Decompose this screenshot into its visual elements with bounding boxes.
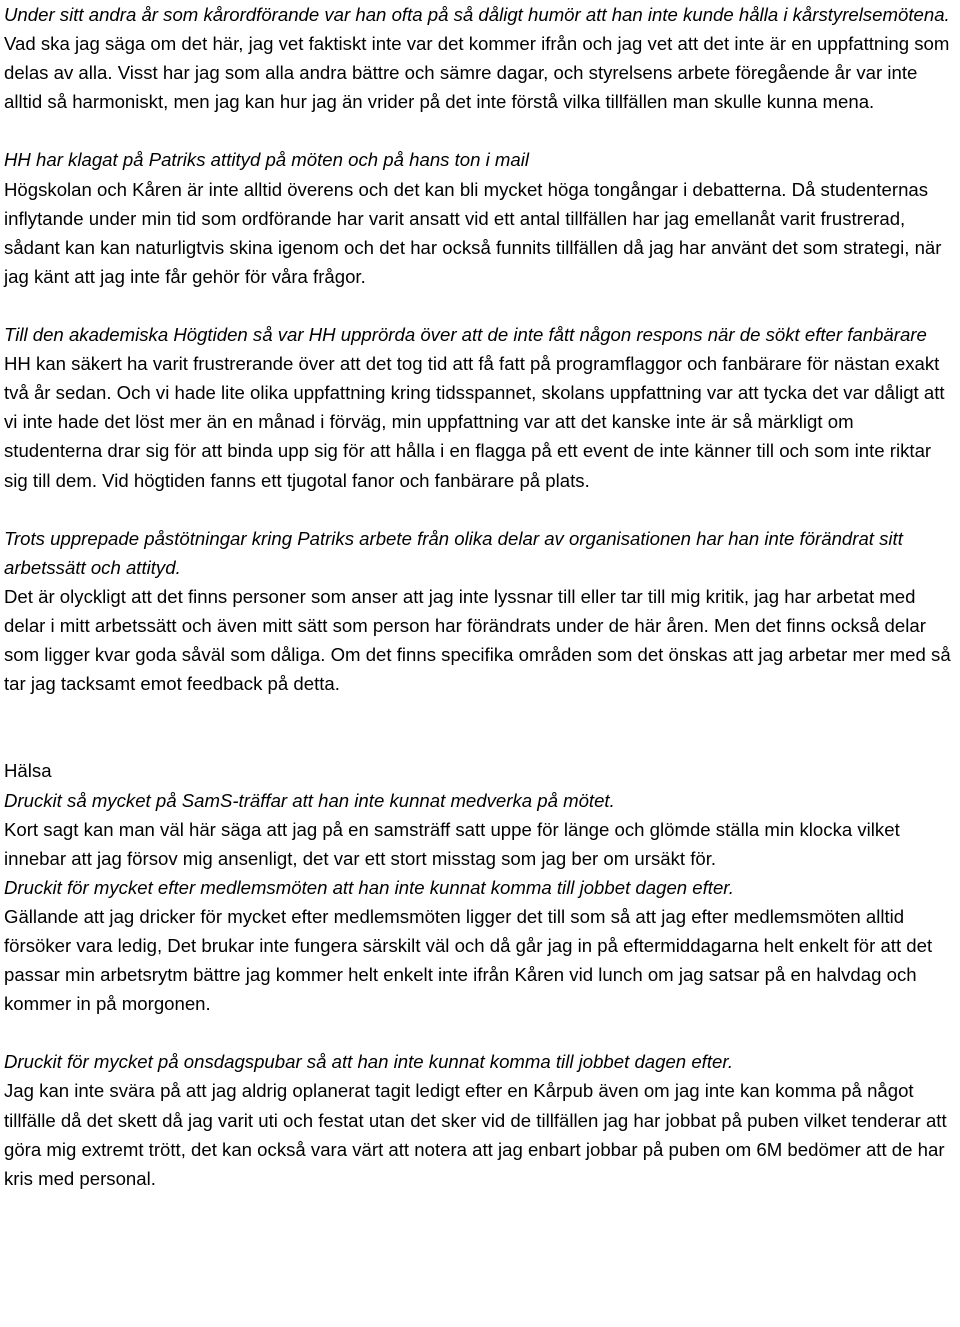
section-pubs — [4, 1047, 956, 1192]
response-text: Det är olyckligt att det finns personer som anser att jag inte lyssnar till eller tar till mig kritik, jag har arbetat med delar i mitt arbetssätt och även mitt sätt som person har förändrats under de här åren. Men det finns också delar som ligger kvar goda såväl som dåliga. Om det finns specifika områden som det önskas att jag arbetar mer med så tar jag tacksamt emot feedback på detta. — [4, 585, 951, 695]
claim-text: Druckit för mycket efter medlemsmöten att han inte kunnat komma till jobbet dagen efter. — [4, 876, 734, 898]
response-text: Gällande att jag dricker för mycket efter medlemsmöten ligger det till som så att jag efter medlemsmöten alltid försöker vara ledig, Det brukar inte fungera särskilt väl och då går jag in på eftermiddagarna helt enkelt för att det passar min arbetsrytm bättre jag kommer helt enkelt inte ifrån Kåren vid lunch om jag satsar på en halvdag och kommer in på morgonen. — [4, 905, 933, 1015]
response-text: Jag kan inte svära på att jag aldrig oplanerat tagit ledigt efter en Kårpub även om jag inte kan komma på något tillfälle då det skett då jag varit uti och festat utan det sker vid de tillfällen jag har jobbat på puben vilket tenderar att göra mig extremt trött, det kan också vara värt att notera att jag enbart jobbar på puben om 6M bedömer att de har kris med personal. — [4, 1080, 947, 1189]
section-attitude — [4, 145, 956, 290]
paragraph-gap — [4, 1018, 956, 1047]
paragraph-gap — [4, 116, 956, 145]
section-bad-mood — [4, 0, 956, 116]
document-page — [4, 0, 956, 1193]
claim-text: HH har klagat på Patriks attityd på möten och på hans ton i mail — [4, 149, 530, 171]
paragraph-gap — [4, 495, 956, 524]
claim-text: Till den akademiska Högtiden så var HH upprörda över att de inte fått någon respons när de sökt efter fanbärare — [4, 324, 927, 346]
paragraph-gap — [4, 291, 956, 320]
claim-text: Druckit så mycket på SamS-träffar att han inte kunnat medverka på mötet. — [4, 789, 615, 811]
claim-text: Trots upprepade påstötningar kring Patriks arbete från olika delar av organisationen har han inte förändrat sitt arbetssätt och attityd. — [4, 527, 903, 578]
section-health — [4, 756, 956, 1018]
section-gap — [4, 698, 956, 756]
response-text: Kort sagt kan man väl här säga att jag på en samsträff satt uppe för länge och glömde ställa min klocka vilket innebar att jag försov mig ansenligt, det var ett stort misstag som jag ber om ursäkt för. — [4, 818, 900, 869]
claim-text: Under sitt andra år som kårordförande var han ofta på så dåligt humör att han inte kunde hålla i kårstyrelsemötena. — [4, 4, 950, 25]
response-text: HH kan säkert ha varit frustrerande över att det tog tid att få fatt på programflaggor och fanbärare för nästan exakt två år sedan. Och vi hade lite olika uppfattning kring tidsspannet, skolans uppfattning var att tycka det var dåligt att vi inte hade det löst mer än en månad i förväg, min uppfattning var att det kanske inte är så märkligt om studenterna drar sig för att binda upp sig för att hålla i en flagga på ett event de inte känner till och som inte riktar sig till dem. Vid högtiden fanns ett tjugotal fanor och fanbärare på plats. — [4, 353, 945, 491]
response-text: Högskolan och Kåren är inte alltid överens och det kan bli mycket höga tongångar i debatterna. Då studenternas inflytande under min tid som ordförande har varit ansatt vid ett antal tillfällen har jag emellanåt varit frustrerad, sådant kan kan naturligtvis skina igenom och det har också funnits tillfällen då jag har använt det som strategi, när jag känt att jag inte får gehör för våra frågor. — [4, 178, 942, 287]
section-flag-bearers — [4, 320, 956, 495]
section-working-methods — [4, 524, 956, 699]
response-text: Vad ska jag säga om det här, jag vet faktiskt inte var det kommer ifrån och jag vet att det inte är en uppfattning som delas av alla. Visst har jag som alla andra bättre och sämre dagar, och styrelsens arbete föregående år var inte alltid så harmoniskt, men jag kan hur jag än vrider på det inte förstå vilka tillfällen man skulle kunna mena. — [4, 33, 950, 113]
claim-text: Druckit för mycket på onsdagspubar så att han inte kunnat komma till jobbet dagen efter. — [4, 1051, 733, 1073]
section-heading: Hälsa — [4, 760, 52, 782]
